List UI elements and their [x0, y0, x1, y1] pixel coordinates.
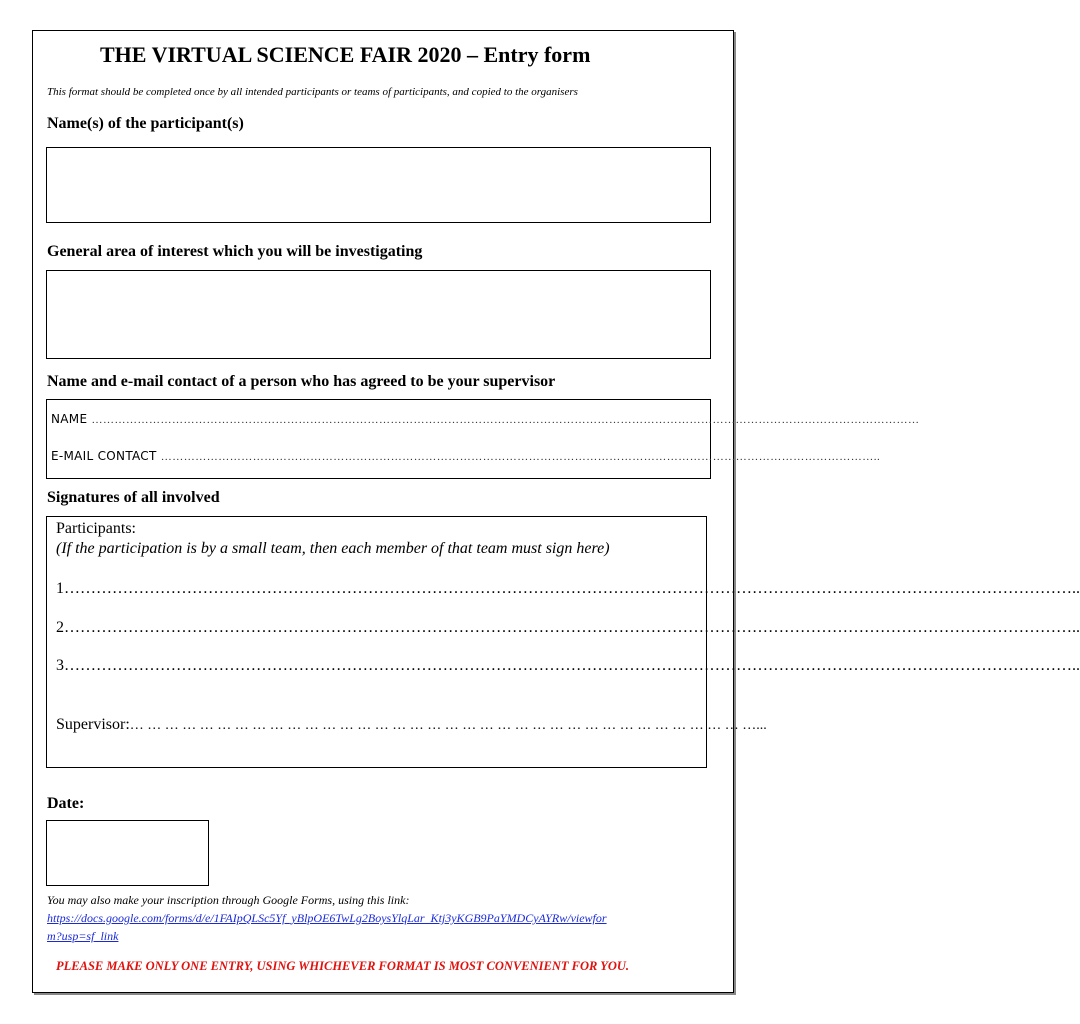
supervisor-name-dots: ………………………………………………………………………………………………………………………………………………………………………………………………	[91, 414, 920, 426]
google-forms-link-line-1[interactable]	[47, 911, 607, 926]
supervisor-signature-row[interactable]	[56, 716, 767, 734]
supervisor-email-dots: ……………………………………………………………………………………………………………………………………………………………………..	[160, 451, 881, 463]
intro-text: This format should be completed once by all intended participants or teams of participants, and copied to the organisers	[47, 86, 578, 98]
participants-heading: Name(s) of the participant(s)	[47, 115, 244, 132]
page-title: THE VIRTUAL SCIENCE FAIR 2020 – Entry form	[100, 42, 591, 67]
supervisor-signature-label: Supervisor:	[56, 716, 130, 733]
date-heading: Date:	[47, 795, 85, 812]
participants-label: Participants:	[56, 520, 136, 537]
participants-name-field[interactable]	[46, 147, 711, 223]
single-entry-notice: PLEASE MAKE ONLY ONE ENTRY, USING WHICHEVER FORMAT IS MOST CONVENIENT FOR YOU.	[56, 959, 630, 973]
supervisor-box	[46, 399, 711, 479]
supervisor-name-label: NAME	[51, 412, 88, 426]
date-field[interactable]	[46, 820, 209, 886]
google-forms-link-1[interactable]: https://docs.google.com/forms/d/e/1FAIpQLSc5Yf_yBlpOE6TwLg2BoysYlqLar_Ktj3yKGB9PaYMDCyAYRw/viewfor	[47, 911, 607, 925]
signature-line-2[interactable]: 2………………………………………………………………………………………………………………………………………………………………………..	[56, 619, 1080, 636]
interest-heading: General area of interest which you will be investigating	[47, 243, 423, 260]
supervisor-signature-dots: … … … … … … … … … … … … … … … … … … … … … … … … … … … … … … … … … … … …...	[129, 718, 767, 733]
interest-field[interactable]	[46, 270, 711, 359]
supervisor-email-row[interactable]	[51, 449, 880, 463]
team-note: (If the participation is by a small team, then each member of that team must sign here)	[56, 540, 610, 557]
google-forms-text: You may also make your inscription through Google Forms, using this link:	[47, 893, 410, 907]
signature-line-3[interactable]: 3………………………………………………………………………………………………………………………………………………………………………..	[56, 657, 1080, 674]
supervisor-heading: Name and e-mail contact of a person who has agreed to be your supervisor	[47, 373, 556, 390]
signature-line-1[interactable]: 1………………………………………………………………………………………………………………………………………………………………………..	[56, 580, 1080, 597]
google-forms-link-2[interactable]: m?usp=sf_link	[47, 929, 119, 943]
google-forms-link-line-2[interactable]	[47, 929, 118, 944]
supervisor-email-label: E-MAIL CONTACT	[51, 449, 157, 463]
signatures-heading: Signatures of all involved	[47, 489, 220, 506]
supervisor-name-row[interactable]	[51, 412, 919, 426]
